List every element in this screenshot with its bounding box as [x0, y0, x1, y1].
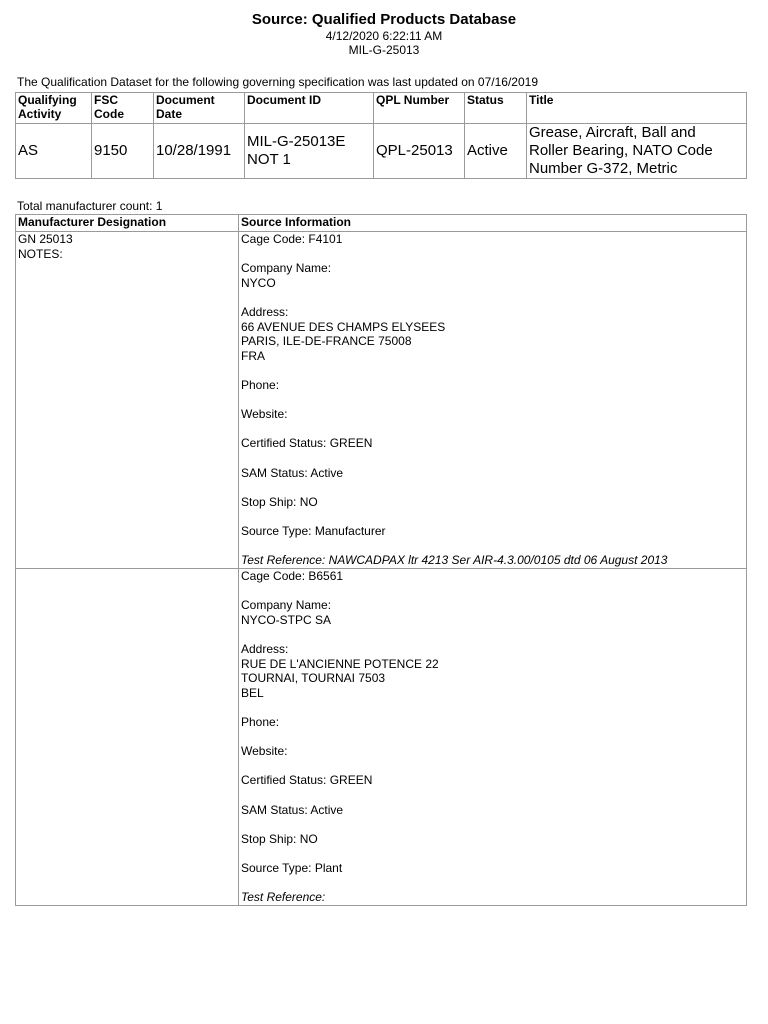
- certified-status: Certified Status: GREEN: [241, 436, 373, 451]
- company-name-label: Company Name:: [241, 261, 332, 276]
- company-name: NYCO-STPC SA: [241, 612, 332, 627]
- header-document-date: [154, 93, 245, 124]
- spacer: [241, 393, 744, 408]
- source-type: Source Type: Plant: [241, 860, 343, 875]
- source-information-cell: [239, 232, 747, 569]
- test-reference: Test Reference: NAWCADPAX ltr 4213 Ser AIR-4.3.00/0105 dtd 06 August 2013: [241, 553, 668, 568]
- header-line: Activity: [18, 107, 62, 121]
- manufacturer-designation-cell: [16, 569, 239, 906]
- spacer: [241, 538, 744, 553]
- address-line: RUE DE L'ANCIENNE POTENCE 22: [241, 656, 439, 671]
- website: Website:: [241, 744, 288, 759]
- header-title: Title: [527, 93, 747, 124]
- dataset-update-note: The Qualification Dataset for the following governing specification was last updated on 07/16/2019: [17, 75, 538, 89]
- qualifying-activity-cell: AS: [16, 124, 92, 179]
- cage-code: Cage Code: F4101: [241, 232, 343, 246]
- sam-status: SAM Status: Active: [241, 802, 344, 817]
- sam-status: SAM Status: Active: [241, 465, 344, 480]
- designation-line: GN 25013: [18, 232, 73, 246]
- manufacturer-table: [15, 214, 747, 906]
- spacer: [241, 875, 744, 890]
- header-document-id: Document ID: [245, 93, 374, 124]
- phone: Phone:: [241, 377, 280, 392]
- manufacturer-designation-cell: [16, 232, 239, 569]
- address-label: Address:: [241, 304, 289, 319]
- report-datetime: 4/12/2020 6:22:11 AM: [325, 29, 443, 43]
- spacer: [241, 584, 744, 599]
- specification-table: [15, 92, 747, 179]
- spacer: [241, 627, 744, 642]
- address-line: 66 AVENUE DES CHAMPS ELYSEES: [241, 319, 446, 334]
- document-header: [0, 11, 768, 57]
- spacer: [241, 509, 744, 524]
- spacer: [241, 700, 744, 715]
- spec-header-row: [16, 93, 747, 124]
- fsc-code-cell: 9150: [92, 124, 154, 179]
- spacer: [241, 480, 744, 495]
- table-row: [16, 232, 747, 569]
- status-cell: Active: [465, 124, 527, 179]
- title-line: Roller Bearing, NATO Code: [529, 142, 713, 159]
- spacer: [241, 290, 744, 305]
- document-date-cell: 10/28/1991: [154, 124, 245, 179]
- spacer: [241, 846, 744, 861]
- header-line: Date: [156, 107, 183, 121]
- table-row: [16, 569, 747, 906]
- header-source-information: Source Information: [239, 215, 747, 232]
- source-information-cell: [239, 569, 747, 906]
- header-line: Qualifying: [18, 93, 77, 107]
- spec-data-row: [16, 124, 747, 179]
- header-line: Document: [156, 93, 215, 107]
- mfr-header-row: [16, 215, 747, 232]
- stop-ship: Stop Ship: NO: [241, 494, 318, 509]
- document-id-line: NOT 1: [247, 151, 291, 168]
- notes-label: NOTES:: [18, 246, 63, 261]
- document-title: Source: Qualified Products Database: [251, 11, 517, 28]
- address-line: TOURNAI, TOURNAI 7503: [241, 671, 386, 686]
- spacer: [241, 759, 744, 774]
- manufacturer-count: Total manufacturer count: 1: [17, 199, 163, 213]
- address-line: FRA: [241, 348, 265, 363]
- header-line: Code: [94, 107, 124, 121]
- spacer: [241, 422, 744, 437]
- source-type: Source Type: Manufacturer: [241, 523, 386, 538]
- header-qpl-number: QPL Number: [374, 93, 465, 124]
- header-status: Status: [465, 93, 527, 124]
- qpl-number-cell: QPL-25013: [374, 124, 465, 179]
- header-manufacturer-designation: Manufacturer Designation: [16, 215, 239, 232]
- certified-status: Certified Status: GREEN: [241, 773, 373, 788]
- title-cell: [527, 124, 747, 179]
- spacer: [241, 788, 744, 803]
- spec-number: MIL-G-25013: [348, 43, 420, 57]
- company-name-label: Company Name:: [241, 598, 332, 613]
- spacer: [241, 363, 744, 378]
- company-name: NYCO: [241, 275, 276, 290]
- spacer: [241, 730, 744, 745]
- address-line: BEL: [241, 685, 264, 700]
- header-line: FSC: [94, 93, 118, 107]
- website: Website:: [241, 407, 288, 422]
- title-line: Grease, Aircraft, Ball and: [529, 124, 696, 141]
- title-line: Number G-372, Metric: [529, 160, 678, 177]
- document-id-cell: [245, 124, 374, 179]
- header-fsc-code: [92, 93, 154, 124]
- spacer: [241, 817, 744, 832]
- address-line: PARIS, ILE-DE-FRANCE 75008: [241, 334, 412, 349]
- spacer: [241, 247, 744, 262]
- cage-code: Cage Code: B6561: [241, 569, 344, 583]
- test-reference: Test Reference:: [241, 890, 326, 905]
- spacer: [241, 451, 744, 466]
- stop-ship: Stop Ship: NO: [241, 831, 318, 846]
- header-qualifying-activity: [16, 93, 92, 124]
- phone: Phone:: [241, 714, 280, 729]
- document-id-line: MIL-G-25013E: [247, 133, 346, 150]
- address-label: Address:: [241, 641, 289, 656]
